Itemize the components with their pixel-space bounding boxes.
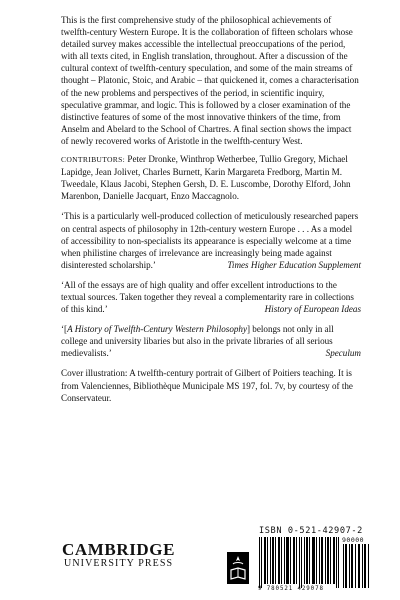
blurb [61,14,361,404]
publisher-imprint [62,542,175,570]
publisher-logo-icon [227,552,249,584]
isbn-number: ISBN 0-521-42907-2 [259,526,363,536]
barcode-digits: 9 780521 429078 [258,586,324,592]
review-text: ‘This is a particularly well-produced collection of meticulously researched papers on central aspects of philosophy in 12th-century western Europe . . . As a model of accessibility to non-specialists its appearance is especially welcome at a time when philistine charges of irrelevance are increasingly being made against disinterested scholarship.’ [61,211,359,270]
review-source: Speculum [325,348,361,359]
review-open-quote: ‘[ [61,324,68,335]
description-paragraph: This is the first comprehensive study of the philosophical achievements of twelfth-century Western Europe. It is the collaboration of fifteen scholars whose detailed survey makes accessible the intellectual preoccupations of the period, with all texts cited, in English translation, throughout. After a discussion of the cultural context of twelfth-century speculation, and some of the main streams of thought – Platonic, Stoic, and Arabic – that quickened it, comes a characterisation of the new problems and perspectives of the period, in scientific inquiry, speculative grammar, and logic. This is followed by a closer examination of the distinctive features of some of the most innovative thinkers of the time, from Anselm and Abelard to the School of Chartres. A final section shows the impact of newly recovered works of Aristotle in the twelfth-century West. [61,15,359,146]
price-code: 90000 [342,536,365,544]
publisher-name: CAMBRIDGE [62,540,176,559]
book-title: A History of Twelfth-Century Western Philosophy [67,324,247,335]
contributors-paragraph [61,153,361,202]
review-text: ‘All of the essays are of high quality and offer excellent introductions to the textual sources. Taken together they reveal a complementarity rare in collections of this kind.’ [61,279,354,315]
review-1 [61,210,361,270]
review-2 [61,279,361,315]
price-barcode-icon [343,544,371,588]
contributors-label: CONTRIBUTORS: [61,155,126,165]
review-source: History of European Ideas [264,304,361,315]
publisher-press: UNIVERSITY PRESS [64,558,174,569]
review-text: ] belongs not only in all college and university libaries but also in the private libraries of all serious medievalists.’ [61,324,334,359]
contributors-list: Peter Dronke, Winthrop Wetherbee, Tullio Gregory, Michael Lapidge, Jean Jolivet, Charles Burnett, Karin Margareta Fredborg, Martin M. Tweedale, Klaus Jacobi, Stephen Gersh, D. E. Luscombe, Dorothy Elford, John Marenbon, Danielle Jacquart, Enzo Maccagnolo. [61,154,351,202]
review-source: Times Higher Education Supplement [227,259,361,270]
review-3 [61,323,361,359]
barcode-icon [258,537,342,588]
cover-illustration-note: Cover illustration: A twelfth-century portrait of Gilbert of Poitiers teaching. It is from Valenciennes, Bibliothèque Municipale MS 197, fol. 7v, by courtesy of the Conservateur. [61,368,353,403]
